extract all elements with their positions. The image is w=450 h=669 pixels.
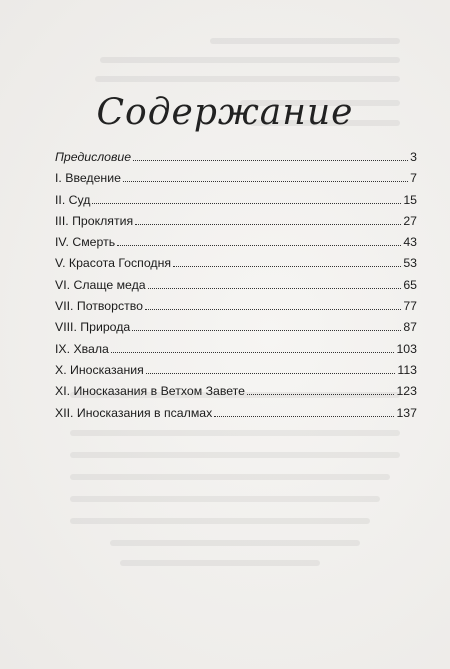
toc-entry-page-number: 27 bbox=[403, 213, 417, 228]
toc-entry-page-number: 65 bbox=[403, 277, 417, 292]
toc-entry-title: IV. Смерть bbox=[55, 235, 116, 250]
dot-leader bbox=[214, 415, 394, 417]
toc-entry-title: Предисловие bbox=[55, 150, 132, 164]
toc-entry[interactable] bbox=[55, 403, 417, 424]
toc-entry-title: I. Введение bbox=[55, 171, 121, 186]
toc-entry-title: IX. Хвала bbox=[55, 341, 109, 356]
toc-entry-page-number: 3 bbox=[410, 150, 417, 164]
bleed-through-text bbox=[210, 38, 400, 44]
toc-entry-title: II. Суд bbox=[55, 192, 91, 207]
toc-entry[interactable] bbox=[55, 317, 417, 338]
dot-leader bbox=[146, 372, 396, 374]
dot-leader bbox=[111, 351, 395, 353]
bleed-through-text bbox=[70, 474, 390, 480]
bleed-through-text bbox=[70, 496, 380, 502]
bleed-through-text bbox=[70, 430, 400, 436]
toc-entry-page-number: 43 bbox=[403, 235, 417, 250]
dot-leader bbox=[173, 265, 401, 267]
toc-entry-page-number: 7 bbox=[410, 171, 417, 186]
toc-entry-page-number: 87 bbox=[403, 320, 417, 335]
toc-entry-page-number: 113 bbox=[397, 362, 417, 377]
dot-leader bbox=[117, 244, 401, 246]
toc-entry[interactable] bbox=[55, 211, 417, 232]
toc-entry[interactable] bbox=[55, 339, 417, 360]
toc-entry-title: V. Красота Господня bbox=[55, 256, 172, 271]
toc-entry[interactable] bbox=[55, 253, 417, 274]
bleed-through-text bbox=[120, 560, 320, 566]
dot-leader bbox=[92, 202, 401, 204]
toc-entry-title: XII. Иносказания в псалмах bbox=[55, 405, 213, 420]
toc-entry-page-number: 77 bbox=[403, 299, 417, 314]
bleed-through-text bbox=[110, 540, 360, 546]
bleed-through-text bbox=[70, 452, 400, 458]
toc-entry-page-number: 53 bbox=[403, 256, 417, 271]
table-of-contents bbox=[55, 147, 417, 424]
toc-entry-title: VII. Потворство bbox=[55, 299, 143, 314]
dot-leader bbox=[132, 329, 401, 331]
toc-entry[interactable] bbox=[55, 232, 417, 253]
dot-leader bbox=[133, 159, 408, 161]
dot-leader bbox=[247, 393, 394, 395]
bleed-through-text bbox=[100, 57, 400, 63]
dot-leader bbox=[123, 180, 408, 182]
toc-entry-page-number: 137 bbox=[396, 405, 417, 420]
toc-entry-title: VIII. Природа bbox=[55, 320, 131, 335]
dot-leader bbox=[148, 287, 402, 289]
bleed-through-text bbox=[70, 518, 370, 524]
toc-entry-page-number: 103 bbox=[396, 341, 417, 356]
toc-entry[interactable] bbox=[55, 296, 417, 317]
dot-leader bbox=[145, 308, 401, 310]
toc-entry-title: VI. Слаще меда bbox=[55, 277, 146, 292]
toc-entry-title: X. Иносказания bbox=[55, 362, 144, 377]
page-title: Содержание bbox=[96, 92, 354, 133]
toc-entry-title: III. Проклятия bbox=[55, 213, 134, 228]
toc-entry[interactable] bbox=[55, 381, 417, 402]
toc-entry[interactable] bbox=[55, 190, 417, 211]
toc-entry-page-number: 123 bbox=[396, 384, 417, 399]
toc-entry[interactable] bbox=[55, 147, 417, 168]
dot-leader bbox=[135, 223, 401, 225]
toc-entry[interactable] bbox=[55, 360, 417, 381]
toc-entry[interactable] bbox=[55, 275, 417, 296]
toc-entry-title: XI. Иносказания в Ветхом Завете bbox=[55, 384, 245, 399]
bleed-through-text bbox=[95, 76, 400, 82]
toc-entry[interactable] bbox=[55, 168, 417, 189]
toc-entry-page-number: 15 bbox=[403, 192, 417, 207]
